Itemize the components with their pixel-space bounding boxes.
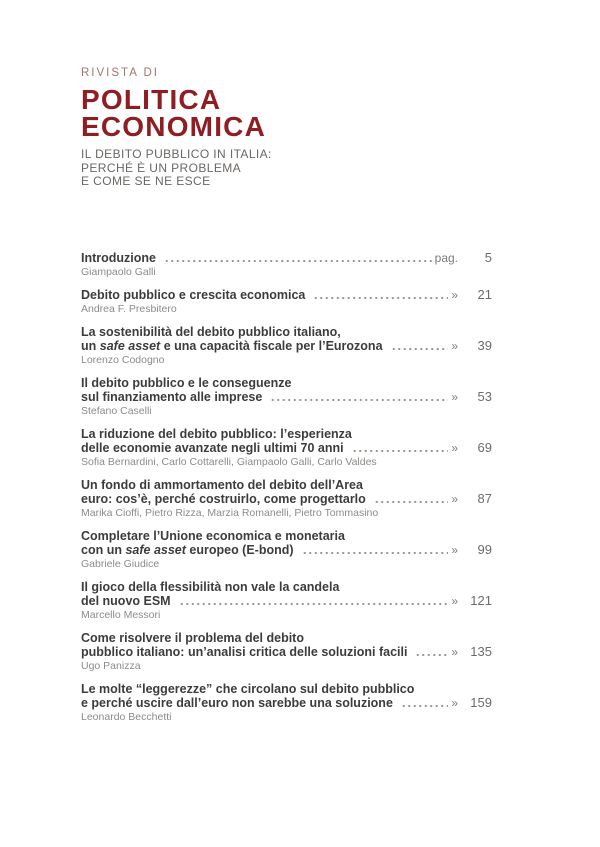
entry-title-segment: europeo (E-bond)	[185, 542, 294, 557]
entry-title-text	[81, 390, 262, 404]
entry-title-line	[81, 645, 492, 659]
toc-entry	[81, 631, 492, 673]
entry-title-line	[81, 390, 492, 404]
entry-authors: Ugo Panizza	[81, 659, 141, 672]
entry-title-text	[81, 696, 393, 710]
entry-title-text	[81, 427, 352, 441]
page-number: 121	[470, 592, 492, 608]
entry-title-segment: Il debito pubblico e le conseguenze	[81, 375, 292, 390]
entry-title-line	[81, 441, 492, 455]
entry-title-line	[81, 251, 492, 265]
toc-entry	[81, 325, 492, 367]
entry-title-text	[81, 580, 339, 594]
entry-title-segment: Le molte “leggerezze” che circolano sul debito pubblico	[81, 681, 415, 696]
entry-title-line	[81, 631, 492, 645]
entry-title-segment: Debito pubblico e crescita economica	[81, 287, 306, 302]
entry-authors: Giampaolo Galli	[81, 265, 156, 278]
dot-leader	[164, 260, 432, 262]
entry-title-segment: sul finanziamento alle imprese	[81, 389, 263, 404]
entry-title-line	[81, 288, 492, 302]
toc-entry	[81, 376, 492, 418]
entry-title-text	[81, 492, 366, 506]
entry-title-text	[81, 441, 344, 455]
toc-entry	[81, 478, 492, 520]
page-marker: »	[451, 542, 458, 557]
entry-authors: Marika Cioffi, Pietro Rizza, Marzia Romanelli, Pietro Tommasino	[81, 506, 379, 519]
page-number: 21	[477, 286, 492, 302]
entry-title-segment: delle economie avanzate negli ultimi 70 anni	[81, 440, 344, 455]
entry-title-segment: pubblico italiano: un’analisi critica delle soluzioni facili	[81, 644, 408, 659]
entry-title-line	[81, 529, 492, 543]
page-marker: »	[451, 338, 458, 353]
page-marker: »	[451, 695, 458, 710]
page-marker: »	[451, 440, 458, 455]
entry-title-line	[81, 339, 492, 353]
entry-title-segment: del nuovo ESM	[81, 593, 171, 608]
entry-authors: Sofia Bernardini, Carlo Cottarelli, Giampaolo Galli, Carlo Valdes	[81, 455, 377, 468]
entry-title-segment: un	[81, 338, 100, 353]
entry-title-text	[81, 251, 156, 265]
entry-title-text	[81, 645, 407, 659]
toc-entry	[81, 427, 492, 469]
entry-title-text	[81, 478, 363, 492]
entry-title-segment: La sostenibilità del debito pubblico italiano,	[81, 324, 341, 339]
entry-authors: Gabriele Giudice	[81, 557, 160, 570]
entry-title-segment: Introduzione	[81, 250, 156, 265]
entry-title-line	[81, 696, 492, 710]
page-marker: »	[451, 389, 458, 404]
issue-subtitle	[81, 148, 600, 189]
page-marker: »	[451, 491, 458, 506]
journal-title	[81, 86, 600, 140]
entry-title-italic-segment: safe asset	[99, 338, 161, 353]
entry-title-line	[81, 543, 492, 557]
dot-leader	[270, 399, 448, 401]
entry-authors: Marcello Messori	[81, 608, 161, 621]
entry-title-line	[81, 682, 492, 696]
dot-leader	[313, 297, 448, 299]
entry-authors: Leonardo Becchetti	[81, 710, 172, 723]
toc	[81, 251, 492, 724]
entry-title-text	[81, 376, 291, 390]
journal-header	[81, 66, 600, 189]
toc-entry	[81, 288, 492, 316]
toc-entry	[81, 580, 492, 622]
entry-title-text	[81, 339, 383, 353]
toc-entry	[81, 682, 492, 724]
issue-subtitle-line-3: E COME SE NE ESCE	[81, 174, 211, 188]
journal-title-line-1: POLITICA	[81, 84, 222, 115]
entry-title-line	[81, 580, 492, 594]
page-marker: »	[451, 593, 458, 608]
entry-title-line	[81, 376, 492, 390]
dot-leader	[415, 654, 448, 656]
entry-title-line	[81, 427, 492, 441]
page-marker: pag.	[434, 250, 458, 265]
entry-title-line	[81, 325, 492, 339]
entry-title-segment: Come risolvere il problema del debito	[81, 630, 304, 645]
entry-title-segment: La riduzione del debito pubblico: l’esperienza	[81, 426, 352, 441]
page-number: 53	[477, 388, 492, 404]
page-marker: »	[451, 644, 458, 659]
journal-kicker: RIVISTA DI	[81, 67, 159, 79]
toc-entry	[81, 529, 492, 571]
entry-title-text	[81, 631, 304, 645]
entry-title-segment: e perché uscire dall’euro non sarebbe una soluzione	[81, 695, 393, 710]
page-number: 135	[470, 643, 492, 659]
entry-title-line	[81, 492, 492, 506]
entry-title-text	[81, 325, 341, 339]
toc-entry	[81, 251, 492, 279]
entry-title-text	[81, 529, 345, 543]
entry-title-segment: Completare l’Unione economica e monetaria	[81, 528, 345, 543]
issue-subtitle-line-1: IL DEBITO PUBBLICO IN ITALIA:	[81, 147, 272, 161]
dot-leader	[179, 603, 449, 605]
entry-title-line	[81, 478, 492, 492]
journal-title-line-2: ECONOMICA	[81, 111, 267, 142]
page-number: 69	[477, 439, 492, 455]
page-number: 159	[470, 694, 492, 710]
issue-subtitle-line-2: PERCHÉ È UN PROBLEMA	[81, 160, 242, 175]
entry-title-segment: Un fondo di ammortamento del debito dell’Area	[81, 477, 363, 492]
entry-title-segment: con un	[81, 542, 126, 557]
dot-leader	[302, 552, 449, 554]
dot-leader	[391, 348, 449, 350]
page-number: 87	[477, 490, 492, 506]
entry-title-italic-segment: safe asset	[125, 542, 186, 557]
entry-title-text	[81, 543, 294, 557]
entry-title-segment: euro: cos’è, perché costruirlo, come progettarlo	[81, 491, 366, 506]
entry-authors: Lorenzo Codogno	[81, 353, 165, 366]
entry-title-segment: Il gioco della flessibilità non vale la candela	[81, 579, 340, 594]
page-number: 99	[477, 541, 492, 557]
entry-title-line	[81, 594, 492, 608]
entry-title-segment: e una capacità fiscale per l’Eurozona	[160, 338, 383, 353]
page-marker: »	[451, 287, 458, 302]
page-number: 5	[484, 249, 492, 265]
dot-leader	[374, 501, 449, 503]
dot-leader	[401, 705, 448, 707]
entry-authors: Stefano Caselli	[81, 404, 152, 417]
entry-title-text	[81, 288, 305, 302]
entry-title-text	[81, 594, 171, 608]
page-number: 39	[477, 337, 492, 353]
dot-leader	[352, 450, 449, 452]
entry-authors: Andrea F. Presbitero	[81, 302, 177, 315]
entry-title-text	[81, 682, 414, 696]
